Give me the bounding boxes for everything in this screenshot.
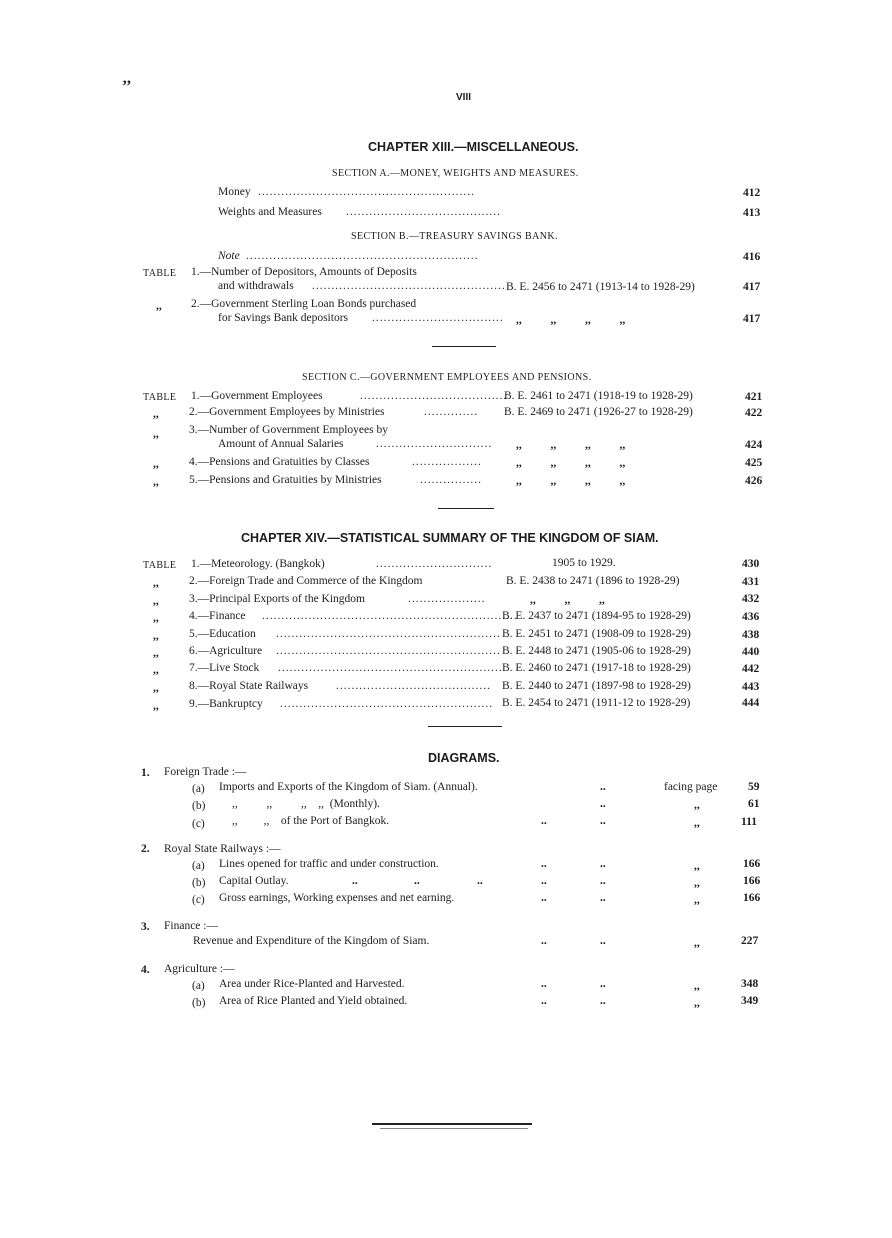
dot-leader: ..........................................................: [278, 662, 503, 674]
dot-leader: ..: [600, 781, 606, 793]
dot-leader: ..: [600, 995, 606, 1007]
diagram-group-number: 3.: [141, 921, 150, 933]
dot-leader: ..: [600, 875, 606, 887]
footer-rule: [380, 1128, 528, 1129]
table-entry: 2.—Foreign Trade and Commerce of the Kingdom: [189, 575, 423, 587]
table-entry: 4.—Finance: [189, 610, 246, 622]
diagram-item-letter: (b): [192, 800, 206, 812]
dot-leader: ........................................: [346, 206, 501, 218]
dot-leader: ..: [600, 935, 606, 947]
table-entry: 5.—Education: [189, 628, 256, 640]
page-ref: 417: [743, 313, 761, 325]
diagram-item-text: ,, ,, of the Port of Bangkok.: [232, 815, 390, 827]
toc-entry-weights: Weights and Measures: [218, 206, 322, 218]
page-ref: 442: [742, 663, 760, 675]
table-period: B. E. 2460 to 2471 (1917-18 to 1928-29): [502, 662, 691, 674]
dot-leader: ..............: [424, 406, 479, 418]
table-entry-line2: for Savings Bank depositors: [218, 312, 349, 324]
page-ref: 444: [742, 697, 760, 709]
dot-leader: .......................................................: [280, 698, 494, 710]
table-prefix: TABLE: [143, 392, 177, 403]
dot-leader: ..: [541, 978, 547, 990]
page-ref: 417: [743, 281, 761, 293]
dot-leader: ..: [600, 892, 606, 904]
table-entry: 1.—Meteorology. (Bangkok): [191, 558, 325, 570]
diagram-item-ref: ,,: [694, 877, 700, 889]
table-period: B. E. 2437 to 2471 (1894-95 to 1928-29): [502, 610, 691, 622]
table-period: B. E. 2448 to 2471 (1905-06 to 1928-29): [502, 645, 691, 657]
dot-leader: ..: [541, 995, 547, 1007]
dot-leader: ..: [600, 798, 606, 810]
diagrams-title: DIAGRAMS.: [428, 751, 500, 765]
page-ref: 440: [742, 646, 760, 658]
section-b-heading: SECTION B.—TREASURY SAVINGS BANK.: [351, 231, 558, 242]
page-ref: 432: [742, 593, 760, 605]
diagram-item-letter: (c): [192, 894, 205, 906]
page-ref: 349: [741, 995, 759, 1007]
dot-leader: ..: [600, 815, 606, 827]
table-period: B. E. 2438 to 2471 (1896 to 1928-29): [506, 575, 680, 587]
diagram-group-title: Finance :—: [164, 920, 218, 932]
dot-leader: ..: [541, 892, 547, 904]
dot-leader: ........................................: [336, 680, 491, 692]
table-period: ,, ,, ,, ,,: [516, 457, 626, 469]
table-period: B. E. 2461 to 2471 (1918-19 to 1928-29): [504, 390, 693, 402]
table-prefix: ,,: [153, 408, 159, 420]
dot-leader: ..................: [412, 456, 482, 468]
section-divider: [432, 346, 496, 347]
table-period: B. E. 2451 to 2471 (1908-09 to 1928-29): [502, 628, 691, 640]
diagram-group-number: 1.: [141, 767, 150, 779]
table-prefix: ,,: [153, 664, 159, 676]
table-entry: 4.—Pensions and Gratuities by Classes: [189, 456, 370, 468]
table-prefix: ,,: [153, 595, 159, 607]
diagram-item-letter: (a): [192, 860, 205, 872]
page-ref: 430: [742, 558, 760, 570]
diagram-item-text: Gross earnings, Working expenses and net earning.: [219, 892, 455, 904]
dot-leader: ..................................................: [312, 280, 506, 292]
page-ref: 443: [742, 681, 760, 693]
diagram-item-letter: (c): [192, 818, 205, 830]
diagram-item-ref: ,,: [694, 980, 700, 992]
page-ref: 422: [745, 407, 763, 419]
dot-leader: ..: [541, 935, 547, 947]
diagram-item-text: Revenue and Expenditure of the Kingdom of Siam.: [193, 935, 430, 947]
diagram-group-number: 4.: [141, 964, 150, 976]
dot-leader: ..............................: [376, 438, 493, 450]
dot-leader: ....................: [408, 593, 486, 605]
table-period: ,, ,, ,,: [530, 594, 605, 606]
dot-leader: ..: [477, 875, 483, 887]
diagram-item-ref: ,,: [694, 817, 700, 829]
toc-entry-money: Money: [218, 186, 251, 198]
table-entry: 5.—Pensions and Gratuities by Ministries: [189, 474, 382, 486]
page-ref: 111: [741, 816, 757, 828]
diagram-group-number: 2.: [141, 843, 150, 855]
table-entry: 1.—Government Employees: [191, 390, 323, 402]
page-ref: 61: [748, 798, 760, 810]
diagram-item-ref: facing page: [664, 781, 718, 793]
table-prefix: ,,: [153, 682, 159, 694]
section-divider: [428, 726, 502, 727]
dot-leader: ..: [352, 875, 358, 887]
dot-leader: ..: [414, 875, 420, 887]
table-period: 1905 to 1929.: [552, 557, 616, 569]
page-ref: 59: [748, 781, 760, 793]
table-period: B. E. 2469 to 2471 (1926-27 to 1928-29): [504, 406, 693, 418]
table-period: B. E. 2454 to 2471 (1911-12 to 1928-29): [502, 697, 691, 709]
table-prefix: ,,: [156, 300, 162, 312]
section-a-heading: SECTION A.—MONEY, WEIGHTS AND MEASURES.: [332, 168, 579, 179]
table-period: B. E. 2440 to 2471 (1897-98 to 1928-29): [502, 680, 691, 692]
top-left-mark: ’’: [122, 78, 132, 95]
table-period: ,, ,, ,, ,,: [516, 439, 626, 451]
table-entry-line1: 1.—Number of Depositors, Amounts of Deposits: [191, 266, 417, 278]
diagram-group-title: Foreign Trade :—: [164, 766, 247, 778]
page-ref: 438: [742, 629, 760, 641]
table-prefix: ,,: [153, 647, 159, 659]
toc-entry-note: Note: [218, 250, 240, 262]
diagram-item-text: Capital Outlay.: [219, 875, 289, 887]
page-ref: 425: [745, 457, 763, 469]
diagram-item-ref: ,,: [694, 799, 700, 811]
chapter-13-title: CHAPTER XIII.—MISCELLANEOUS.: [368, 140, 579, 154]
table-prefix: ,,: [153, 700, 159, 712]
diagram-item-letter: (a): [192, 783, 205, 795]
section-divider: [438, 508, 494, 509]
dot-leader: ..............................: [376, 558, 493, 570]
page-ref: 431: [742, 576, 760, 588]
table-prefix: ,,: [153, 458, 159, 470]
chapter-14-title: CHAPTER XIV.—STATISTICAL SUMMARY OF THE KINGDOM OF SIAM.: [241, 531, 659, 545]
diagram-item-text: Area under Rice-Planted and Harvested.: [219, 978, 405, 990]
page-ref: 166: [743, 875, 761, 887]
table-entry: 8.—Royal State Railways: [189, 680, 309, 692]
diagram-group-title: Agriculture :—: [164, 963, 235, 975]
page-ref: 227: [741, 935, 759, 947]
dot-leader: ........................................................: [258, 186, 475, 198]
table-prefix: ,,: [153, 428, 159, 440]
dot-leader: ..: [541, 858, 547, 870]
diagram-item-text: Lines opened for traffic and under construction.: [219, 858, 439, 870]
dot-leader: ................: [420, 474, 482, 486]
diagram-item-letter: (b): [192, 997, 206, 1009]
table-entry-line1: 2.—Government Sterling Loan Bonds purchased: [191, 298, 417, 310]
table-prefix: ,,: [153, 476, 159, 488]
table-prefix: ,,: [153, 612, 159, 624]
table-period: ,, ,, ,, ,,: [516, 314, 626, 326]
table-prefix: ,,: [153, 577, 159, 589]
table-entry: 9.—Bankruptcy: [189, 698, 263, 710]
dot-leader: ............................................................: [246, 250, 479, 262]
table-entry: 3.—Principal Exports of the Kingdom: [189, 593, 365, 605]
page-ref: 424: [745, 439, 763, 451]
table-entry: 3.—Number of Government Employees by: [189, 424, 388, 436]
table-entry: 2.—Government Employees by Ministries: [189, 406, 385, 418]
diagram-item-ref: ,,: [694, 894, 700, 906]
table-period: ,, ,, ,, ,,: [516, 475, 626, 487]
page-ref: 416: [743, 251, 761, 263]
dot-leader: ..: [541, 875, 547, 887]
diagram-group-title: Royal State Railways :—: [164, 843, 281, 855]
table-entry-line2: and withdrawals: [218, 280, 294, 292]
table-entry: 6.—Agriculture: [189, 645, 263, 657]
diagram-item-ref: ,,: [694, 937, 700, 949]
diagram-item-text: Imports and Exports of the Kingdom of Siam. (Annual).: [219, 781, 478, 793]
diagram-item-text: ,, ,, ,, ,, (Monthly).: [232, 798, 380, 810]
footer-rule: [372, 1123, 532, 1125]
diagram-item-ref: ,,: [694, 997, 700, 1009]
dot-leader: ..: [600, 858, 606, 870]
table-entry-line2: Amount of Annual Salaries: [218, 438, 344, 450]
page-ref: 166: [743, 892, 761, 904]
dot-leader: ..: [600, 978, 606, 990]
dot-leader: ..........................................................: [276, 645, 501, 657]
diagram-item-letter: (a): [192, 980, 205, 992]
table-prefix: ,,: [153, 630, 159, 642]
dot-leader: ......................................: [360, 390, 508, 402]
dot-leader: ..................................................................: [262, 610, 518, 622]
page-ref: 413: [743, 207, 761, 219]
page-ref: 348: [741, 978, 759, 990]
table-prefix: TABLE: [143, 560, 177, 571]
dot-leader: ..........................................................: [276, 628, 501, 640]
section-c-heading: SECTION C.—GOVERNMENT EMPLOYEES AND PENSIONS.: [302, 372, 592, 383]
page-ref: 166: [743, 858, 761, 870]
diagram-item-letter: (b): [192, 877, 206, 889]
diagram-item-text: Area of Rice Planted and Yield obtained.: [219, 995, 408, 1007]
table-period: B. E. 2456 to 2471 (1913-14 to 1928-29): [506, 281, 695, 293]
dot-leader: ..: [541, 815, 547, 827]
page-ref: 412: [743, 187, 761, 199]
diagram-item-ref: ,,: [694, 860, 700, 872]
page-ref: 436: [742, 611, 760, 623]
table-entry: 7.—Live Stock: [189, 662, 260, 674]
page-ref: 426: [745, 475, 763, 487]
dot-leader: ..................................: [372, 312, 504, 324]
page-ref: 421: [745, 391, 763, 403]
page-number: VIII: [456, 92, 472, 103]
table-prefix: TABLE: [143, 268, 177, 279]
